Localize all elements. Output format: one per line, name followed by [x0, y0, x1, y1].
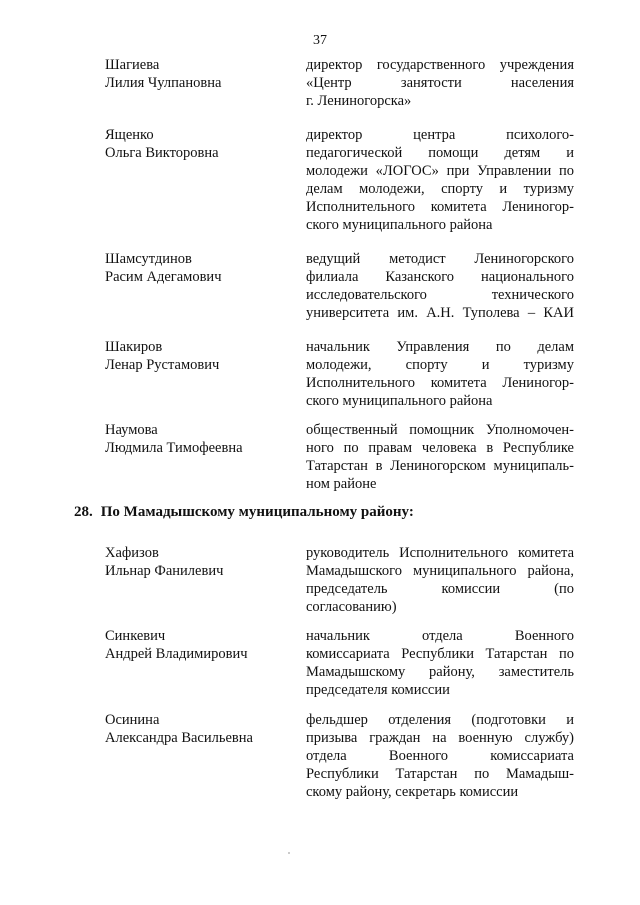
member-given-name: Ильнар Фанилевич — [105, 563, 224, 579]
role-line: Исполнительного комитета Лениногор- — [306, 375, 574, 391]
member-surname: Ященко — [105, 127, 154, 143]
page-number: 37 — [313, 33, 327, 48]
role-line: ведущий методист Лениногорского — [306, 251, 574, 267]
role-line: педагогической помощи детям и — [306, 145, 574, 161]
member-name — [105, 250, 290, 286]
member-name — [105, 126, 290, 162]
section-title: По Мамадышскому муниципальному району: — [100, 504, 414, 520]
role-line: ного по правам человека в Республике — [306, 440, 574, 456]
member-given-name: Ленар Рустамович — [105, 357, 220, 373]
section-number: 28. — [74, 504, 93, 520]
role-line: молодежи «ЛОГОС» при Управлении по — [306, 163, 574, 179]
role-line: начальник Управления по делам — [306, 339, 574, 355]
member-role — [306, 250, 574, 322]
member-surname: Синкевич — [105, 628, 166, 644]
role-line: Татарстан в Лениногорском муниципаль- — [306, 458, 574, 474]
member-role — [306, 544, 574, 616]
member-given-name: Ольга Викторовна — [105, 145, 219, 161]
member-given-name: Расим Адегамович — [105, 269, 222, 285]
role-line: директор государственного учреждения — [306, 57, 574, 73]
member-role — [306, 126, 574, 234]
role-line: руководитель Исполнительного комитета — [306, 545, 574, 561]
role-line: общественный помощник Уполномочен- — [306, 422, 574, 438]
role-line: начальник отдела Военного — [306, 628, 574, 644]
role-line: Республики Татарстан по Мамадыш- — [306, 766, 574, 782]
member-role — [306, 711, 574, 801]
member-surname: Наумова — [105, 422, 158, 438]
section-heading — [74, 503, 414, 521]
member-surname: Шамсутдинов — [105, 251, 192, 267]
member-surname: Хафизов — [105, 545, 159, 561]
role-line: делам молодежи, спорту и туризму — [306, 181, 574, 197]
role-line: университета им. А.Н. Туполева – КАИ — [306, 305, 574, 321]
member-surname: Шагиева — [105, 57, 160, 73]
role-line: молодежи, спорту и туризму — [306, 357, 574, 373]
role-line: фельдшер отделения (подготовки и — [306, 712, 574, 728]
role-line: председатель комиссии (по — [306, 581, 574, 597]
member-name — [105, 338, 290, 374]
member-given-name: Людмила Тимофеевна — [105, 440, 243, 456]
member-role — [306, 627, 574, 699]
role-line: скому району, секретарь комиссии — [306, 784, 519, 800]
scan-speck — [288, 852, 290, 854]
role-line: призыва граждан на военную службу) — [306, 730, 574, 746]
member-given-name: Александра Васильевна — [105, 730, 253, 746]
role-line: филиала Казанского национального — [306, 269, 574, 285]
role-line: Мамадышскому району, заместитель — [306, 664, 574, 680]
member-role — [306, 338, 574, 410]
role-line: ского муниципального района — [306, 393, 493, 409]
role-line: председателя комиссии — [306, 682, 450, 698]
role-line: ном районе — [306, 476, 377, 492]
role-line: «Центр занятости населения — [306, 75, 574, 91]
role-line: комиссариата Республики Татарстан по — [306, 646, 574, 662]
role-line: ского муниципального района — [306, 217, 493, 233]
member-name — [105, 56, 290, 92]
member-surname: Шакиров — [105, 339, 163, 355]
role-line: согласованию) — [306, 599, 397, 615]
member-name — [105, 544, 290, 580]
member-surname: Осинина — [105, 712, 160, 728]
member-name — [105, 711, 290, 747]
member-name — [105, 627, 290, 663]
role-line: исследовательского технического — [306, 287, 574, 303]
member-role — [306, 421, 574, 493]
member-given-name: Андрей Владимирович — [105, 646, 248, 662]
member-role — [306, 56, 574, 110]
member-name — [105, 421, 290, 457]
role-line: г. Лениногорска» — [306, 93, 412, 109]
role-line: Мамадышского муниципального района, — [306, 563, 574, 579]
role-line: Исполнительного комитета Лениногор- — [306, 199, 574, 215]
member-given-name: Лилия Чулпановна — [105, 75, 222, 91]
role-line: отдела Военного комиссариата — [306, 748, 574, 764]
role-line: директор центра психолого- — [306, 127, 574, 143]
